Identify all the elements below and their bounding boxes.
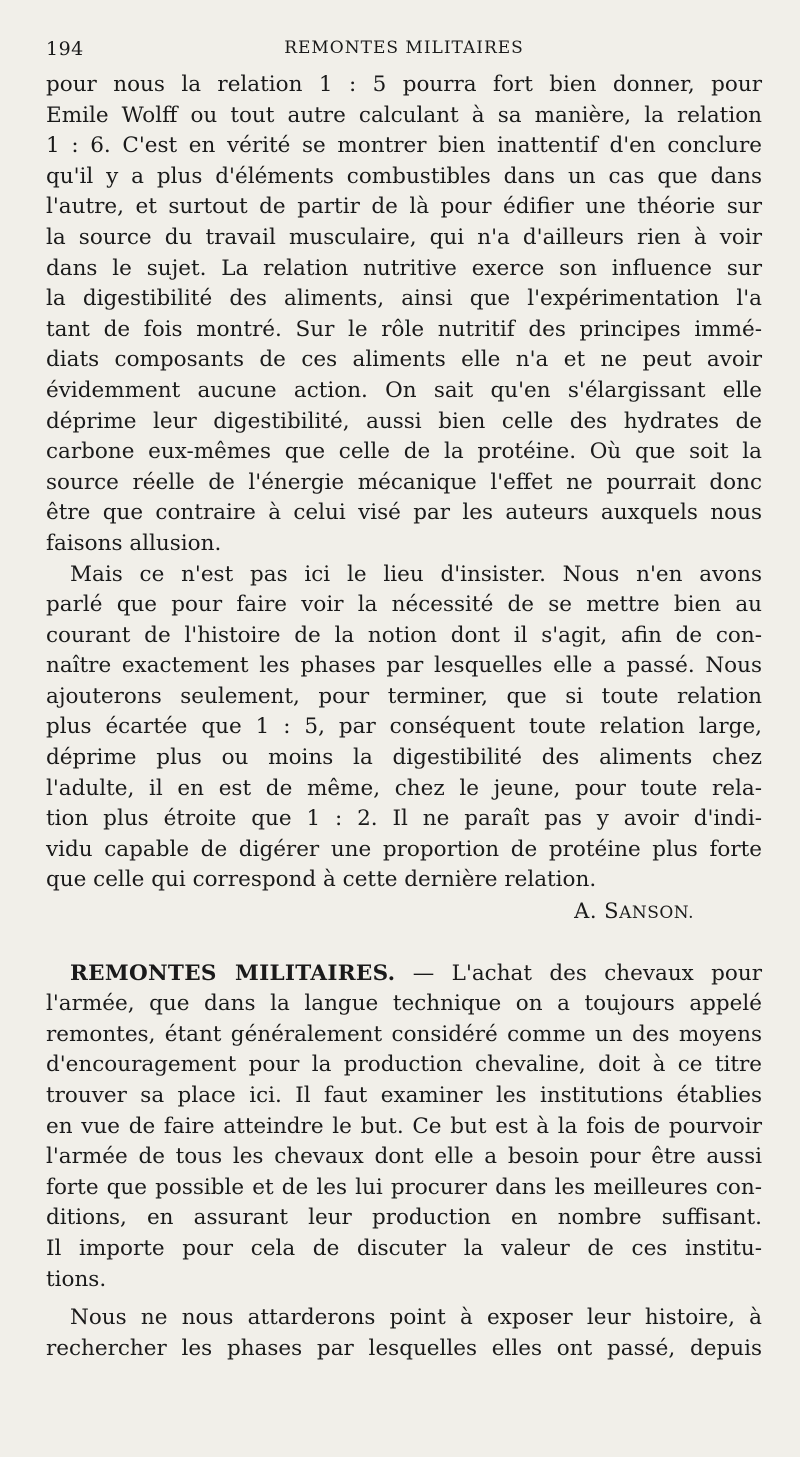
text-line: ajouterons seulement, pour terminer, que si toute relation (46, 683, 762, 709)
signature-surname: ANSON. (619, 903, 694, 924)
text-line: d'encouragement pour la production chevaline, doit à ce titre (46, 1052, 762, 1078)
text-line: Mais ce n'est pas ici le lieu d'insister. Nous n'en avons (70, 561, 762, 587)
running-head (46, 30, 762, 70)
text-line: l'adulte, il en est de même, chez le jeune, pour toute rela- (46, 775, 762, 801)
text-line: la digestibilité des aliments, ainsi que l'expérimentation l'a (46, 286, 762, 312)
text-line: rechercher les phases par lesquelles elles ont passé, depuis (46, 1335, 762, 1361)
author-signature (46, 896, 762, 929)
text-line: dans le sujet. La relation nutritive exerce son influence sur (46, 255, 762, 281)
text-line: parlé que pour faire voir la nécessité de se mettre bien au (46, 592, 762, 618)
text-line: trouver sa place ici. Il faut examiner les institutions établies (46, 1083, 762, 1108)
text-line: source réelle de l'énergie mécanique l'effet ne pourrait donc (46, 469, 762, 495)
text-line: tion plus étroite que 1 : 2. Il ne paraît pas y avoir d'indi- (46, 806, 762, 832)
text-line: Nous ne nous attarderons point à exposer leur histoire, à (70, 1305, 762, 1331)
text-line: que celle qui correspond à cette dernière relation. (46, 867, 597, 893)
text-line: être que contraire à celui visé par les auteurs auxquels nous (46, 500, 762, 526)
text-line: remontes, étant généralement considéré comme un des moyens (46, 1021, 762, 1047)
text-line: 1 : 6. C'est en vérité se montrer bien inattentif d'en conclure (46, 133, 762, 159)
body-text (46, 70, 762, 1364)
text-line: faisons allusion. (46, 530, 222, 556)
text-line: pour nous la relation 1 : 5 pourra fort bien donner, pour (46, 72, 762, 97)
text-line: vidu capable de digérer une proportion de protéine plus forte (46, 836, 762, 862)
text-line: Emile Wolff ou tout autre calculant à sa manière, la relation (46, 102, 762, 128)
page-number: 194 (46, 38, 84, 60)
text-line: déprime plus ou moins la digestibilité des aliments chez (46, 745, 762, 771)
text-line: naître exactement les phases par lesquelles elle a passé. Nous (46, 653, 762, 679)
section-remontes-militaires (46, 959, 762, 1296)
text-line: évidemment aucune action. On sait qu'en s'élargissant elle (46, 377, 762, 403)
text-line: Il importe pour cela de discuter la valeur de ces institu- (46, 1235, 762, 1261)
text-line: déprime leur digestibilité, aussi bien celle des hydrates de (46, 408, 762, 434)
text-line: l'armée de tous les chevaux dont elle a besoin pour être aussi (46, 1144, 762, 1170)
text-line: forte que possible et de les lui procurer dans les meilleures con- (46, 1174, 762, 1200)
section-heading: REMONTES MILITAIRES. (70, 960, 396, 986)
text-line: la source du travail musculaire, qui n'a d'ailleurs rien à voir (46, 224, 762, 250)
signature-initial: A. S (574, 899, 620, 924)
section-first-line (46, 959, 762, 990)
text-line: courant de l'histoire de la notion dont il s'agit, afin de con- (46, 622, 762, 648)
text-line: ditions, en assurant leur production en nombre suffisant. (46, 1205, 762, 1231)
paragraph-nutrition-ratio (46, 70, 762, 560)
paragraph-conclusion (46, 560, 762, 897)
text-line: l'armée, que dans la langue technique on a toujours appelé (46, 991, 762, 1017)
paragraph-history (46, 1303, 762, 1364)
text-line: plus écartée que 1 : 5, par conséquent toute relation large, (46, 714, 762, 740)
text-line: qu'il y a plus d'éléments combustibles dans un cas que dans (46, 163, 762, 189)
text-line: carbone eux-mêmes que celle de la protéine. Où que soit la (46, 439, 762, 465)
text-line: tions. (46, 1266, 107, 1292)
section-first-line-rest: — L'achat des chevaux pour (395, 960, 762, 986)
running-title: REMONTES MILITAIRES (284, 38, 524, 58)
text-line: l'autre, et surtout de partir de là pour édifier une théorie sur (46, 194, 762, 220)
text-line: tant de fois montré. Sur le rôle nutritif des principes immé- (46, 316, 762, 342)
text-line: diats composants de ces aliments elle n'a et ne peut avoir (46, 347, 762, 373)
text-line: en vue de faire atteindre le but. Ce but est à la fois de pourvoir (46, 1113, 762, 1139)
